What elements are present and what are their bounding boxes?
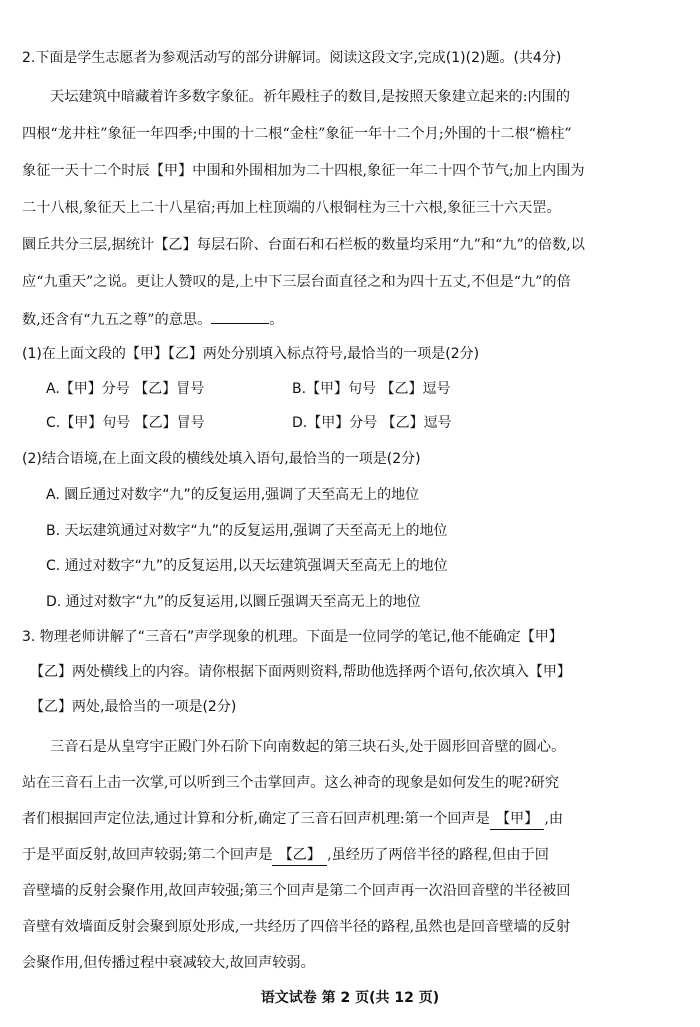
q2-sub2-option-c[interactable]: C. 通过对数字“九”的反复运用,以天坛建筑强调天至高无上的地位 (46, 558, 448, 574)
q2-sub2-option-a[interactable]: A. 圜丘通过对数字“九”的反复运用,强调了天至高无上的地位 (46, 487, 420, 503)
q3-passage-text: ,虽经历了两倍半径的路程,但由于回 (327, 847, 549, 863)
q2-title: 2.下面是学生志愿者为参观活动写的部分讲解词。阅读这段文字,完成(1)(2)题。(共4分) (22, 50, 562, 66)
q2-sub2-option-b[interactable]: B. 天坛建筑通过对数字“九”的反复运用,强调了天至高无上的地位 (46, 523, 448, 539)
q3-passage-line: 音壁有效墙面反射会聚到原处形成,一共经历了四倍半径的路程,虽然也是回音壁墙的反射 (22, 919, 571, 935)
q3-passage-line: 站在三音石上击一次掌,可以听到三个击掌回声。这么神奇的现象是如何发生的呢?研究 (22, 775, 560, 791)
q2-passage-line: 圜丘共分三层,据统计【乙】每层石阶、台面石和石栏板的数量均采用“九”和“九”的倍数,以 (22, 237, 585, 253)
q2-passage-line: 应“九重天”之说。更让人赞叹的是,上中下三层台面直径之和为四十五丈,不但是“九”的倍 (22, 274, 571, 290)
q2-sub1-option-d[interactable]: D.【甲】分号 【乙】逗号 (292, 415, 452, 431)
blank-jia[interactable]: 【甲】 (490, 809, 545, 830)
q3-passage-line-jia (22, 809, 563, 830)
q2-sub1-stem: (1)在上面文段的【甲】【乙】两处分别填入标点符号,最恰当的一项是(2分) (22, 346, 480, 362)
q2-passage-line: 二十八根,象征天上二十八星宿;再加上柱顶端的八根铜柱为三十六根,象征三十六天罡。 (22, 200, 561, 216)
q3-passage-text: 者们根据回声定位法,通过计算和分析,确定了三音石回声机理:第一个回声是 (22, 811, 490, 827)
page-footer: 语文试卷 第 2 页(共 12 页) (260, 990, 440, 1006)
q2-sub2-stem: (2)结合语境,在上面文段的横线处填入语句,最恰当的一项是(2分) (22, 451, 421, 467)
q2-passage-line: 象征一天十二个时辰【甲】中围和外围相加为二十四根,象征一年二十四个节气;加上内围为 (22, 163, 585, 179)
q3-title-line: 3. 物理老师讲解了“三音石”声学现象的机理。下面是一位同学的笔记,他不能确定【甲】 (22, 629, 563, 645)
q2-sub1-option-c[interactable]: C.【甲】句号 【乙】冒号 (46, 415, 205, 431)
q2-sub2-option-d[interactable]: D. 通过对数字“九”的反复运用,以圜丘强调天至高无上的地位 (46, 594, 421, 610)
q2-passage-end: 。 (269, 312, 284, 328)
q2-passage-text: 数,还含有“九五之尊”的意思。 (22, 312, 212, 328)
q2-passage-line: 四根“龙井柱”象征一年四季;中围的十二根“金柱”象征一年十二个月;外围的十二根“檐柱” (22, 126, 572, 142)
q3-passage-line: 音壁墙的反射会聚作用,故回声较强;第三个回声是第二个回声再一次沿回音壁的半径被回 (22, 883, 571, 899)
q3-passage-line-yi (22, 845, 549, 866)
q3-passage-line: 会聚作用,但传播过程中衰减较大,故回声较弱。 (22, 955, 315, 971)
q3-passage-text: 于是平面反射,故回声较弱;第二个回声是 (22, 847, 273, 863)
q3-title-line: 【乙】两处,最恰当的一项是(2分) (30, 699, 237, 715)
q2-passage-line: 天坛建筑中暗藏着许多数字象征。祈年殿柱子的数目,是按照天象建立起来的:内围的 (50, 89, 571, 105)
q2-sub1-option-b[interactable]: B.【甲】句号 【乙】逗号 (292, 381, 451, 397)
q3-passage-text: ,由 (544, 811, 564, 827)
q2-sub1-option-a[interactable]: A.【甲】分号 【乙】冒号 (46, 381, 205, 397)
q3-title-line: 【乙】两处横线上的内容。请你根据下面两则资料,帮助他选择两个语句,依次填入【甲】 (30, 664, 571, 680)
answer-blank[interactable] (211, 309, 269, 324)
blank-yi[interactable]: 【乙】 (272, 845, 327, 866)
q3-passage-line: 三音石是从皇穹宇正殿门外石阶下向南数起的第三块石头,处于圆形回音壁的圆心。 (50, 739, 566, 755)
q2-passage-last-line (22, 309, 283, 330)
